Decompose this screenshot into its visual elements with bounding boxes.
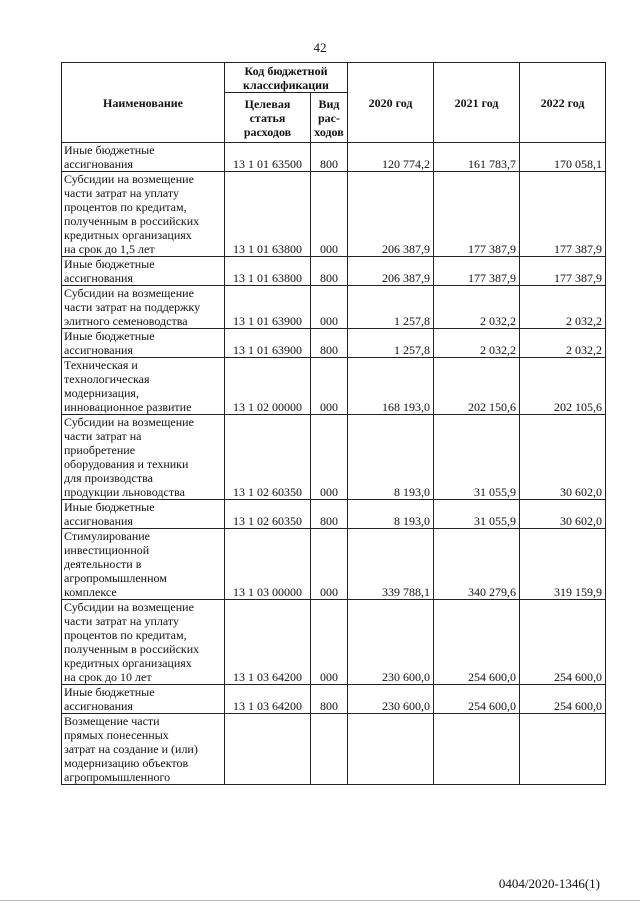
row-value-2020: 230 600,0 xyxy=(348,685,434,714)
page-number: 42 xyxy=(313,40,327,55)
row-kind-code: 800 xyxy=(311,143,348,172)
row-value-2021: 2 032,2 xyxy=(434,286,520,329)
row-value-2021: 202 150,6 xyxy=(434,358,520,415)
row-kind-code: 000 xyxy=(311,529,348,600)
table-row xyxy=(62,286,606,329)
row-kind-code: 000 xyxy=(311,172,348,257)
header-year-2020: 2020 год xyxy=(348,63,434,143)
table-body xyxy=(62,143,606,785)
row-target-code: 13 1 01 63900 xyxy=(225,286,311,329)
row-target-code: 13 1 02 00000 xyxy=(225,358,311,415)
row-target-code: 13 1 01 63500 xyxy=(225,143,311,172)
row-kind-code: 800 xyxy=(311,329,348,358)
row-target-code: 13 1 03 00000 xyxy=(225,529,311,600)
row-name: Иные бюджетные ассигнования xyxy=(62,329,225,358)
row-kind-code: 800 xyxy=(311,257,348,286)
table-row xyxy=(62,172,606,257)
row-value-2021: 2 032,2 xyxy=(434,329,520,358)
row-value-2021: 31 055,9 xyxy=(434,500,520,529)
row-value-2020: 120 774,2 xyxy=(348,143,434,172)
document-code: 0404/2020-1346(1) xyxy=(498,876,600,891)
row-name: Иные бюджетные ассигнования xyxy=(62,143,225,172)
row-name: Субсидии на возмещение части затрат на поддержку элитного семеноводства xyxy=(62,286,225,329)
row-name: Иные бюджетные ассигнования xyxy=(62,500,225,529)
table-row xyxy=(62,600,606,685)
row-kind-code: 000 xyxy=(311,415,348,500)
table-row xyxy=(62,415,606,500)
row-target-code: 13 1 01 63800 xyxy=(225,257,311,286)
row-target-code: 13 1 02 60350 xyxy=(225,500,311,529)
row-value-2021: 31 055,9 xyxy=(434,415,520,500)
row-name: Стимулирование инвестиционной деятельности в агропромышленном комплексе xyxy=(62,529,225,600)
row-value-2022: 202 105,6 xyxy=(520,358,606,415)
table-row xyxy=(62,143,606,172)
row-kind-code: 800 xyxy=(311,685,348,714)
header-name: Наименование xyxy=(62,63,225,143)
header-target: Целевая статья расходов xyxy=(225,93,311,143)
row-value-2020: 1 257,8 xyxy=(348,286,434,329)
row-value-2021: 254 600,0 xyxy=(434,685,520,714)
header-code-group: Код бюджетной классификации xyxy=(225,63,348,93)
row-target-code: 13 1 01 63900 xyxy=(225,329,311,358)
row-value-2022: 254 600,0 xyxy=(520,600,606,685)
table-row xyxy=(62,685,606,714)
row-value-2021: 340 279,6 xyxy=(434,529,520,600)
row-value-2022: 170 058,1 xyxy=(520,143,606,172)
footer-divider xyxy=(0,900,640,901)
row-kind-code: 000 xyxy=(311,358,348,415)
row-kind-code: 000 xyxy=(311,286,348,329)
row-value-2022: 2 032,2 xyxy=(520,286,606,329)
row-kind-code: 800 xyxy=(311,500,348,529)
row-value-2020: 1 257,8 xyxy=(348,329,434,358)
row-name: Иные бюджетные ассигнования xyxy=(62,257,225,286)
row-name: Субсидии на возмещение части затрат на уплату процентов по кредитам, полученным в российских кредитных организациях на срок до 10 лет xyxy=(62,600,225,685)
row-kind-code xyxy=(311,714,348,785)
row-target-code: 13 1 03 64200 xyxy=(225,685,311,714)
table-row xyxy=(62,714,606,785)
row-value-2020: 8 193,0 xyxy=(348,415,434,500)
row-value-2020: 8 193,0 xyxy=(348,500,434,529)
row-target-code xyxy=(225,714,311,785)
row-name: Техническая и технологическая модернизация, инновационное развитие xyxy=(62,358,225,415)
row-kind-code: 000 xyxy=(311,600,348,685)
row-value-2022: 319 159,9 xyxy=(520,529,606,600)
row-name: Иные бюджетные ассигнования xyxy=(62,685,225,714)
row-name: Субсидии на возмещение части затрат на приобретение оборудования и техники для производства продукции льноводства xyxy=(62,415,225,500)
budget-table xyxy=(61,62,606,785)
table-row xyxy=(62,529,606,600)
row-value-2020: 206 387,9 xyxy=(348,172,434,257)
row-target-code: 13 1 02 60350 xyxy=(225,415,311,500)
row-value-2020: 230 600,0 xyxy=(348,600,434,685)
row-value-2020 xyxy=(348,714,434,785)
header-year-2022: 2022 год xyxy=(520,63,606,143)
row-target-code: 13 1 03 64200 xyxy=(225,600,311,685)
row-value-2022: 2 032,2 xyxy=(520,329,606,358)
header-year-2021: 2021 год xyxy=(434,63,520,143)
row-value-2021 xyxy=(434,714,520,785)
row-value-2022: 254 600,0 xyxy=(520,685,606,714)
row-value-2022: 30 602,0 xyxy=(520,415,606,500)
row-value-2020: 206 387,9 xyxy=(348,257,434,286)
table-row xyxy=(62,329,606,358)
row-value-2022: 177 387,9 xyxy=(520,172,606,257)
row-value-2020: 339 788,1 xyxy=(348,529,434,600)
row-value-2021: 254 600,0 xyxy=(434,600,520,685)
header-kind: Вид рас-ходов xyxy=(311,93,348,143)
table-row xyxy=(62,500,606,529)
table-row xyxy=(62,358,606,415)
row-value-2021: 161 783,7 xyxy=(434,143,520,172)
row-target-code: 13 1 01 63800 xyxy=(225,172,311,257)
row-value-2021: 177 387,9 xyxy=(434,172,520,257)
row-value-2020: 168 193,0 xyxy=(348,358,434,415)
row-value-2021: 177 387,9 xyxy=(434,257,520,286)
row-value-2022 xyxy=(520,714,606,785)
row-name: Субсидии на возмещение части затрат на уплату процентов по кредитам, полученным в российских кредитных организациях на срок до 1,5 лет xyxy=(62,172,225,257)
row-name: Возмещение части прямых понесенных затрат на создание и (или) модернизацию объектов агропромышленного xyxy=(62,714,225,785)
row-value-2022: 177 387,9 xyxy=(520,257,606,286)
row-value-2022: 30 602,0 xyxy=(520,500,606,529)
table-row xyxy=(62,257,606,286)
